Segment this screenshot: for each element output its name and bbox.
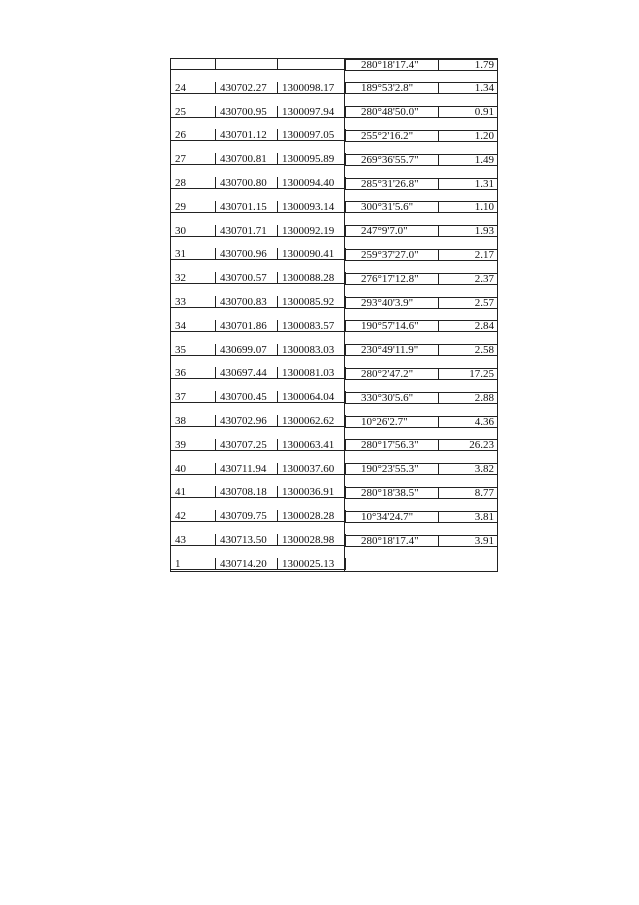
- y-coordinate-cell: 1300093.14: [278, 201, 346, 213]
- y-coordinate-cell: 1300097.94: [278, 106, 346, 118]
- x-coordinate-cell: 430701.12: [216, 129, 278, 141]
- point-number-cell: 40: [171, 463, 216, 475]
- bearing-angle-cell: 280°18'17.4": [345, 536, 439, 547]
- bearing-angle-cell: 280°18'17.4": [345, 60, 439, 71]
- segment-row: [345, 130, 498, 142]
- bearing-angle-cell: 259°37'27.0": [345, 250, 439, 261]
- segment-row: [345, 59, 498, 71]
- bearing-angle-cell: 255°2'16.2": [345, 131, 439, 142]
- y-coordinate-cell: 1300083.57: [278, 320, 346, 332]
- bearing-angle-cell: 330°30'5.6": [345, 393, 439, 404]
- point-number-cell: 41: [171, 486, 216, 498]
- distance-cell: 1.34: [474, 82, 494, 95]
- point-row: [170, 106, 345, 118]
- distance-cell: 1.10: [474, 201, 494, 214]
- y-coordinate-cell: 1300083.03: [278, 344, 346, 356]
- x-coordinate-cell: 430697.44: [216, 367, 278, 379]
- bearing-angle-cell: 280°17'56.3": [345, 440, 439, 451]
- point-number-cell: 28: [171, 177, 216, 189]
- y-coordinate-cell: 1300064.04: [278, 391, 346, 403]
- point-row: [170, 129, 345, 141]
- point-row: [170, 320, 345, 332]
- bearing-angle-cell: 285°31'26.8": [345, 179, 439, 190]
- bearing-angle-cell: 10°26'2.7": [345, 417, 439, 428]
- segment-row: [345, 106, 498, 118]
- x-coordinate-cell: [216, 58, 278, 70]
- point-row: [170, 153, 345, 165]
- x-coordinate-cell: 430699.07: [216, 344, 278, 356]
- point-number-cell: 31: [171, 248, 216, 260]
- point-row: [170, 486, 345, 498]
- x-coordinate-cell: 430701.71: [216, 225, 278, 237]
- point-row: [170, 439, 345, 451]
- distance-cell: 2.84: [474, 320, 494, 333]
- point-number-cell: 1: [171, 558, 216, 570]
- segment-row: [345, 249, 498, 261]
- y-coordinate-cell: 1300025.13: [278, 558, 346, 570]
- segment-row: [345, 416, 498, 428]
- point-number-cell: 26: [171, 129, 216, 141]
- x-coordinate-cell: 430714.20: [216, 558, 278, 570]
- point-row: [170, 225, 345, 237]
- point-number-cell: 36: [171, 367, 216, 379]
- x-coordinate-cell: 430711.94: [216, 463, 278, 475]
- y-coordinate-cell: 1300085.92: [278, 296, 346, 308]
- segment-row: [345, 487, 498, 499]
- table-right-border: [497, 58, 498, 571]
- point-number-cell: 42: [171, 510, 216, 522]
- y-coordinate-cell: 1300092.19: [278, 225, 346, 237]
- point-number-cell: 24: [171, 82, 216, 94]
- segment-row: [345, 273, 498, 285]
- y-coordinate-cell: 1300090.41: [278, 248, 346, 260]
- segment-row: [345, 439, 498, 451]
- x-coordinate-cell: 430702.27: [216, 82, 278, 94]
- bearing-angle-cell: 280°48'50.0": [345, 107, 439, 118]
- segment-row: [345, 297, 498, 309]
- segment-row: [345, 178, 498, 190]
- y-coordinate-cell: 1300097.05: [278, 129, 346, 141]
- bearing-angle-cell: 276°17'12.8": [345, 274, 439, 285]
- table-top-border: [170, 58, 498, 59]
- distance-cell: 2.17: [474, 248, 494, 261]
- segment-row: [345, 154, 498, 166]
- x-coordinate-cell: 430707.25: [216, 439, 278, 451]
- point-number-cell: 29: [171, 201, 216, 213]
- point-number-cell: 33: [171, 296, 216, 308]
- point-row: [170, 58, 345, 70]
- distance-cell: 3.81: [474, 510, 494, 523]
- point-row: [170, 534, 345, 546]
- segment-row: [345, 511, 498, 523]
- bearing-angle-cell: 247°9'7.0": [345, 226, 439, 237]
- bearing-angle-cell: 300°31'5.6": [345, 202, 439, 213]
- x-coordinate-cell: 430700.80: [216, 177, 278, 189]
- x-coordinate-cell: 430709.75: [216, 510, 278, 522]
- y-coordinate-cell: 1300094.40: [278, 177, 346, 189]
- distance-cell: 3.91: [474, 534, 494, 547]
- segment-row: [345, 392, 498, 404]
- point-row: [170, 463, 345, 475]
- point-number-cell: 38: [171, 415, 216, 427]
- point-row: [170, 272, 345, 284]
- point-row: [170, 177, 345, 189]
- distance-cell: 1.49: [474, 153, 494, 166]
- x-coordinate-cell: 430713.50: [216, 534, 278, 546]
- distance-cell: 2.58: [474, 344, 494, 357]
- point-number-cell: 30: [171, 225, 216, 237]
- y-coordinate-cell: 1300088.28: [278, 272, 346, 284]
- distance-cell: 8.77: [474, 486, 494, 499]
- segment-row: [345, 344, 498, 356]
- distance-cell: 17.25: [469, 367, 494, 380]
- bearing-angle-cell: 280°18'38.5": [345, 488, 439, 499]
- y-coordinate-cell: [278, 58, 346, 70]
- x-coordinate-cell: 430700.81: [216, 153, 278, 165]
- table-column-separator: [344, 58, 345, 571]
- point-row: [170, 82, 345, 94]
- segment-row: [345, 82, 498, 94]
- segment-row: [345, 463, 498, 475]
- x-coordinate-cell: 430700.83: [216, 296, 278, 308]
- y-coordinate-cell: 1300062.62: [278, 415, 346, 427]
- x-coordinate-cell: 430700.95: [216, 106, 278, 118]
- point-number-cell: 34: [171, 320, 216, 332]
- bearing-angle-cell: 293°40'3.9": [345, 298, 439, 309]
- point-row: [170, 248, 345, 260]
- distance-cell: 1.31: [474, 177, 494, 190]
- distance-cell: 2.37: [474, 272, 494, 285]
- segment-row: [345, 225, 498, 237]
- point-number-cell: 37: [171, 391, 216, 403]
- segment-row: [345, 535, 498, 547]
- x-coordinate-cell: 430700.96: [216, 248, 278, 260]
- y-coordinate-cell: 1300037.60: [278, 463, 346, 475]
- x-coordinate-cell: 430702.96: [216, 415, 278, 427]
- bearing-angle-cell: 230°49'11.9": [345, 345, 439, 356]
- y-coordinate-cell: 1300063.41: [278, 439, 346, 451]
- point-number-cell: 32: [171, 272, 216, 284]
- y-coordinate-cell: 1300028.28: [278, 510, 346, 522]
- x-coordinate-cell: 430700.45: [216, 391, 278, 403]
- distance-cell: 26.23: [469, 439, 494, 452]
- point-row: [170, 367, 345, 379]
- point-row: [170, 344, 345, 356]
- y-coordinate-cell: 1300095.89: [278, 153, 346, 165]
- distance-cell: 2.57: [474, 296, 494, 309]
- point-row: [170, 558, 345, 570]
- x-coordinate-cell: 430701.86: [216, 320, 278, 332]
- distance-cell: 1.20: [474, 129, 494, 142]
- segment-row: [345, 320, 498, 332]
- distance-cell: 0.91: [474, 106, 494, 119]
- bearing-angle-cell: 189°53'2.8": [345, 83, 439, 94]
- bearing-angle-cell: 190°23'55.3": [345, 464, 439, 475]
- distance-cell: 1.79: [474, 58, 494, 71]
- segment-row: [345, 368, 498, 380]
- point-row: [170, 201, 345, 213]
- coordinates-table: [170, 58, 498, 573]
- distance-cell: 3.82: [474, 463, 494, 476]
- distance-cell: 4.36: [474, 415, 494, 428]
- point-number-cell: 35: [171, 344, 216, 356]
- distance-cell: 2.88: [474, 391, 494, 404]
- y-coordinate-cell: 1300098.17: [278, 82, 346, 94]
- y-coordinate-cell: 1300036.91: [278, 486, 346, 498]
- x-coordinate-cell: 430708.18: [216, 486, 278, 498]
- point-number-cell: 25: [171, 106, 216, 118]
- y-coordinate-cell: 1300028.98: [278, 534, 346, 546]
- point-number-cell: [171, 58, 216, 70]
- point-row: [170, 391, 345, 403]
- point-number-cell: 43: [171, 534, 216, 546]
- bearing-angle-cell: 269°36'55.7": [345, 155, 439, 166]
- bearing-angle-cell: 280°2'47.2": [345, 369, 439, 380]
- point-number-cell: 39: [171, 439, 216, 451]
- bearing-angle-cell: 190°57'14.6": [345, 321, 439, 332]
- x-coordinate-cell: 430701.15: [216, 201, 278, 213]
- bearing-angle-cell: 10°34'24.7": [345, 512, 439, 523]
- x-coordinate-cell: 430700.57: [216, 272, 278, 284]
- point-number-cell: 27: [171, 153, 216, 165]
- table-bottom-border: [170, 571, 498, 572]
- distance-cell: 1.93: [474, 225, 494, 238]
- point-row: [170, 510, 345, 522]
- table-left-border: [170, 58, 171, 571]
- segment-row: [345, 201, 498, 213]
- point-row: [170, 415, 345, 427]
- point-row: [170, 296, 345, 308]
- y-coordinate-cell: 1300081.03: [278, 367, 346, 379]
